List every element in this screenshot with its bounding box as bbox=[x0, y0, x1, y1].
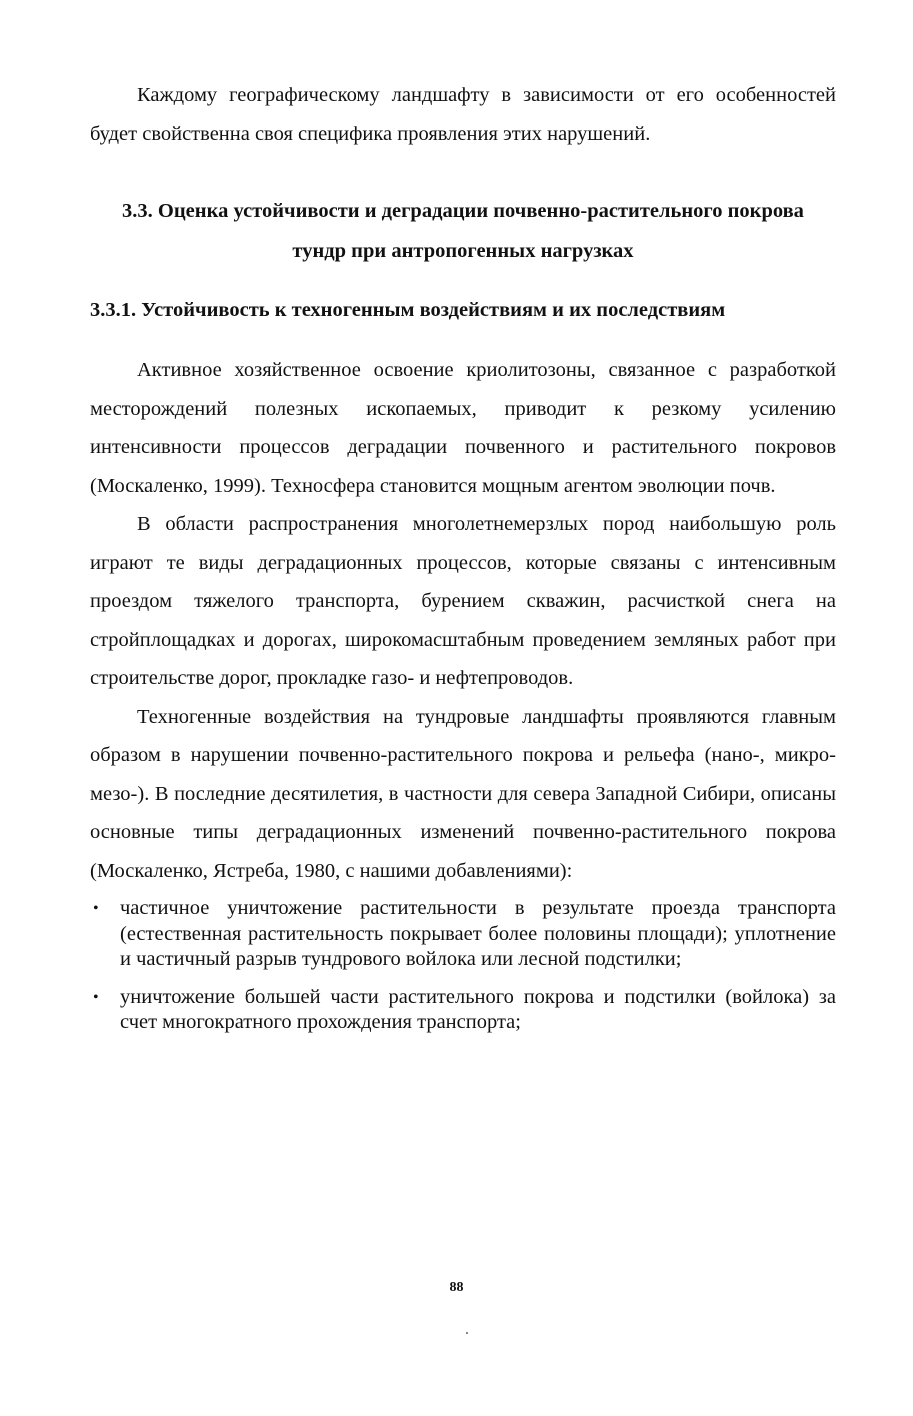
subsection-heading: 3.3.1. Устойчивость к техногенным воздействиям и их последствиям bbox=[90, 299, 726, 321]
body-paragraph: Техногенные воздействия на тундровые ландшафты проявляются главным образом в нарушении почвенно-растительного покрова и рельефа (нано-, микро- мезо-). В последние десятилетия, в частности для севера Западной Сибири, описаны основные типы деградационных изменений почвенно-растительного покрова (Москаленко, Ястреба, 1980, с нашими добавлениями): bbox=[90, 705, 836, 882]
list-item-text: уничтожение большей части растительного покрова и подстилки (войлока) за счет многократного прохождения транспорта; bbox=[120, 985, 836, 1033]
body-paragraph: Активное хозяйственное освоение криолитозоны, связанное с разработкой месторождений полезных ископаемых, приводит к резкому усилению интенсивности процессов деградации почвенного и растительного покровов (Москаленко, 1999). Техносфера становится мощным агентом эволюции почв. bbox=[90, 359, 836, 497]
section-heading: 3.3. Оценка устойчивости и деградации почвенно-растительного покрова тундр при антропогенных нагрузках bbox=[122, 200, 804, 262]
page-number: 88 bbox=[449, 1280, 464, 1295]
scan-speck bbox=[466, 1332, 468, 1334]
intro-paragraph: Каждому географическому ландшафту в зависимости от его особенностей будет свойственна своя специфика проявления этих нарушений. bbox=[90, 84, 836, 145]
bullet-list bbox=[90, 896, 836, 1036]
document-page bbox=[90, 76, 836, 1048]
bullet-icon: • bbox=[93, 900, 99, 917]
list-item-text: частичное уничтожение растительности в результате проезда транспорта (естественная растительность покрывает более половины площади); уплотнение и частичный разрыв тундрового войлока или лесной подстилки; bbox=[120, 897, 836, 970]
list-item bbox=[90, 896, 836, 973]
body-paragraph: В области распространения многолетнемерзлых пород наибольшую роль играют те виды деградационных процессов, которые связаны с интенсивным проездом тяжелого транспорта, бурением скважин, расчисткой снега на стройплощадках и дорогах, широкомасштабным проведением земляных работ при строительстве дорог, прокладке газо- и нефтепроводов. bbox=[90, 513, 836, 689]
list-item bbox=[90, 985, 836, 1036]
bullet-icon: • bbox=[93, 988, 99, 1006]
